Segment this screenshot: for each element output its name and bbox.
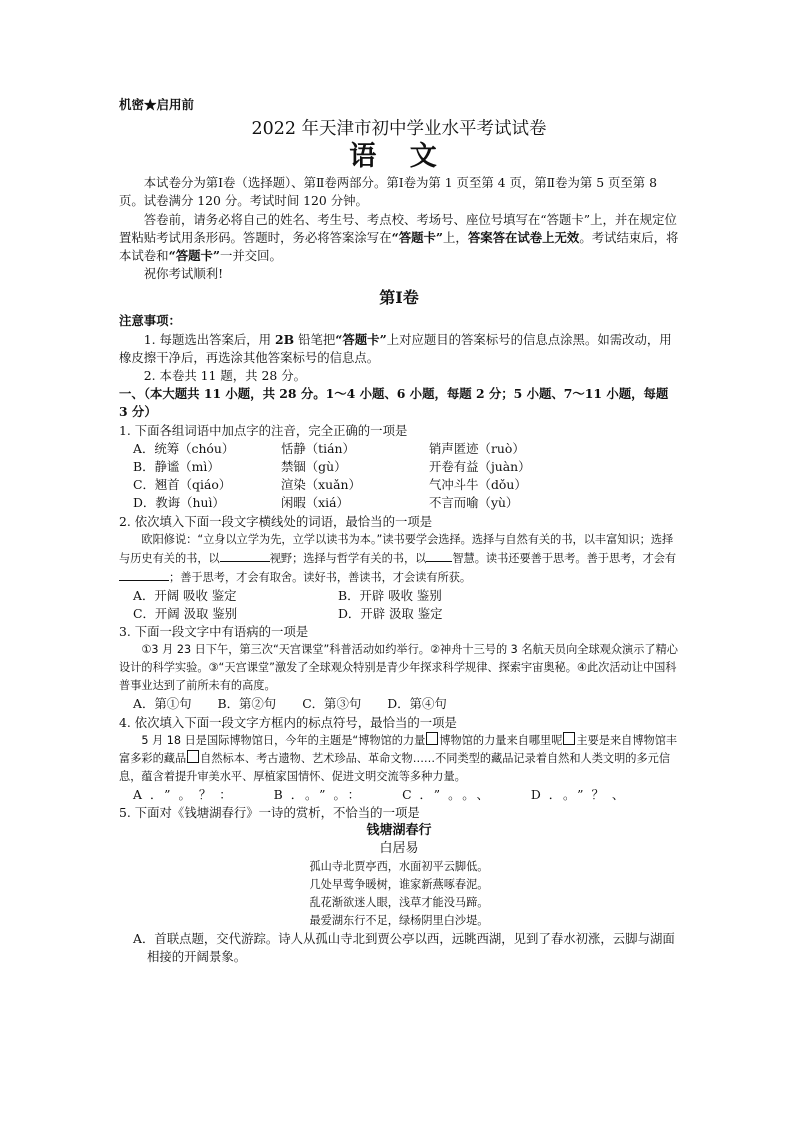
q1-option-c-3: 气冲斗牛（dǒu）	[429, 477, 527, 493]
question-1-stem: 1. 下面各组词语中加点字的注音，完全正确的一项是	[119, 422, 408, 438]
intro-paragraph-1: 本试卷分为第Ⅰ卷（选择题）、第Ⅱ卷两部分。第Ⅰ卷为第 1 页至第 4 页，第Ⅱ卷为第 5 页至第 8 页。试卷满分 120 分。考试时间 120 分钟。	[119, 175, 658, 209]
question-4-options	[119, 786, 679, 804]
q2-option-b[interactable]: B．开辟 吸收 鉴别	[338, 587, 442, 603]
question-4-passage: 5 月 18 日是国际博物馆日，今年的主题是“博物馆的力量 博物馆的力量来自哪里呢 主要是来自博物馆丰富多彩的藏品 自然标本、考古遗物、艺术珍品、革命文物……不同类型的藏品记录着自然和人类文明的多元信息，蕴含着提升审美水平、厚植家国情怀、促进文明交流等多种力量。	[119, 733, 678, 783]
q1-option-a-1[interactable]: A．统筹（chóu）	[133, 440, 235, 456]
poem-line: 孤山寺北贾亭西，水面初平云脚低。	[309, 860, 489, 874]
warning-text: 答案答在试卷上无效	[467, 229, 580, 245]
q1-option-d-3: 不言而喻（yù）	[429, 495, 519, 511]
question-3-options	[119, 695, 679, 713]
intro-paragraph-2: 答卷前，请务必将自己的姓名、考生号、考点校、考场号、座位号填写在“答题卡”上，并在规定位置粘贴考试用条形码。答题时，务必将答案涂写在“答题卡”上，答案答在试卷上无效。考试结束后，将本试卷和“答题卡”一并交回。	[119, 211, 679, 264]
question-5-stem: 5. 下面对《钱塘湖春行》一诗的赏析，不恰当的一项是	[119, 805, 420, 821]
question-2-stem: 2. 依次填入下面一段文字横线处的词语，最恰当的一项是	[119, 513, 433, 529]
q1-option-b-2: 禁锢（gù）	[281, 459, 347, 475]
q4-option-d[interactable]: D．。”？、	[530, 786, 633, 802]
q3-option-d[interactable]: D．第④句	[387, 696, 447, 712]
q3-option-c[interactable]: C．第③句	[302, 696, 362, 712]
q1-option-d-1[interactable]: D．教诲（huì）	[133, 495, 225, 511]
poem-author: 白居易	[379, 841, 419, 857]
punct-box-3	[187, 750, 199, 763]
q4-option-a[interactable]: A．”。？：	[133, 786, 240, 802]
q1-option-a-2: 恬静（tián）	[281, 440, 355, 456]
q4-option-c[interactable]: C．”。。、	[402, 786, 497, 802]
q1-option-c-2: 渲染（xuǎn）	[281, 477, 361, 493]
q5-option-a[interactable]: A．首联点题，交代游踪。诗人从孤山寺北到贾公亭以西，远眺西湖，见到了春水初涨，云脚与湖面相接的开阔景象。	[133, 931, 675, 965]
exam-title: 2022 年天津市初中学业水平考试试卷	[251, 119, 547, 140]
q1-option-c-1[interactable]: C．翘首（qiáo）	[133, 477, 232, 493]
exam-page	[119, 96, 679, 967]
poem-line: 最爱湖东行不足，绿杨阴里白沙堤。	[309, 914, 489, 928]
q3-option-a[interactable]: A．第①句	[133, 696, 192, 712]
q3-option-b[interactable]: B．第②句	[217, 696, 277, 712]
subject-title: 语 文	[349, 141, 449, 173]
section-1-heading: 一、（本大题共 11 小题，共 28 分。1～4 小题、6 小题，每题 2 分；5 小题、7～11 小题，每题 3 分）	[119, 386, 669, 420]
question-2-options	[119, 587, 679, 623]
confidential-label: 机密★启用前	[119, 97, 195, 112]
blank-1	[220, 549, 270, 562]
q1-option-a-3: 销声匿迹（ruò）	[429, 440, 525, 456]
poem-title: 钱塘湖春行	[366, 823, 432, 839]
good-luck-text: 祝你考试顺利!	[143, 266, 224, 282]
q4-option-b[interactable]: B．。”。：	[273, 786, 369, 802]
blank-3	[119, 568, 169, 581]
punct-box-1	[426, 732, 438, 745]
notes-heading: 注意事项：	[119, 313, 181, 329]
q1-option-b-3: 开卷有益（juàn）	[429, 459, 531, 475]
poem-line: 乱花渐欲迷人眼，浅草才能没马蹄。	[309, 896, 489, 910]
q2-option-c[interactable]: C．开阔 汲取 鉴别	[133, 606, 238, 622]
q1-option-d-2: 闲暇（xiá）	[281, 495, 349, 511]
question-2-passage: 欧阳修说：“立身以立学为先，立学以读书为本。”读书要学会选择。选择与自然有关的书，以丰富知识；选择与历史有关的书，以 视野；选择与哲学有关的书，以 智慧。读书还要善于思考。善于思考，才会有；善于思考，才会有取舍。读好书，善读书，才会读有所获。	[119, 532, 677, 584]
question-1-options	[119, 440, 679, 513]
q2-option-d[interactable]: D．开辟 汲取 鉴定	[338, 606, 443, 622]
question-3-stem: 3. 下面一段文字中有语病的一项是	[119, 624, 309, 640]
q1-option-b-1[interactable]: B．静谧（mì）	[133, 459, 220, 475]
punct-box-2	[563, 732, 575, 745]
question-3-passage: ①3 月 23 日下午，第三次“天宫课堂”科普活动如约举行。②神舟十三号的 3 名航天员向全球观众演示了精心设计的科学实验。③“天宫课堂”激发了全球观众特别是青少年探求科学规律、探索宇宙奥秘。④此次活动让中国科普事业达到了前所未有的高度。	[119, 643, 678, 693]
poem-line: 几处早莺争暖树，谁家新燕啄春泥。	[309, 878, 489, 892]
note-2: 2. 本卷共 11 题，共 28 分。	[143, 368, 306, 384]
volume-heading: 第Ⅰ卷	[379, 288, 419, 308]
question-4-stem: 4. 依次填入下面一段文字方框内的标点符号，最恰当的一项是	[119, 714, 457, 730]
blank-2	[426, 549, 452, 562]
note-1: 1. 每题选出答案后，用 2B 铅笔把“答题卡”上对应题目的答案标号的信息点涂黑。如需改动，用橡皮擦干净后，再选涂其他答案标号的信息点。	[119, 331, 672, 365]
q2-option-a[interactable]: A．开阔 吸收 鉴定	[133, 587, 237, 603]
